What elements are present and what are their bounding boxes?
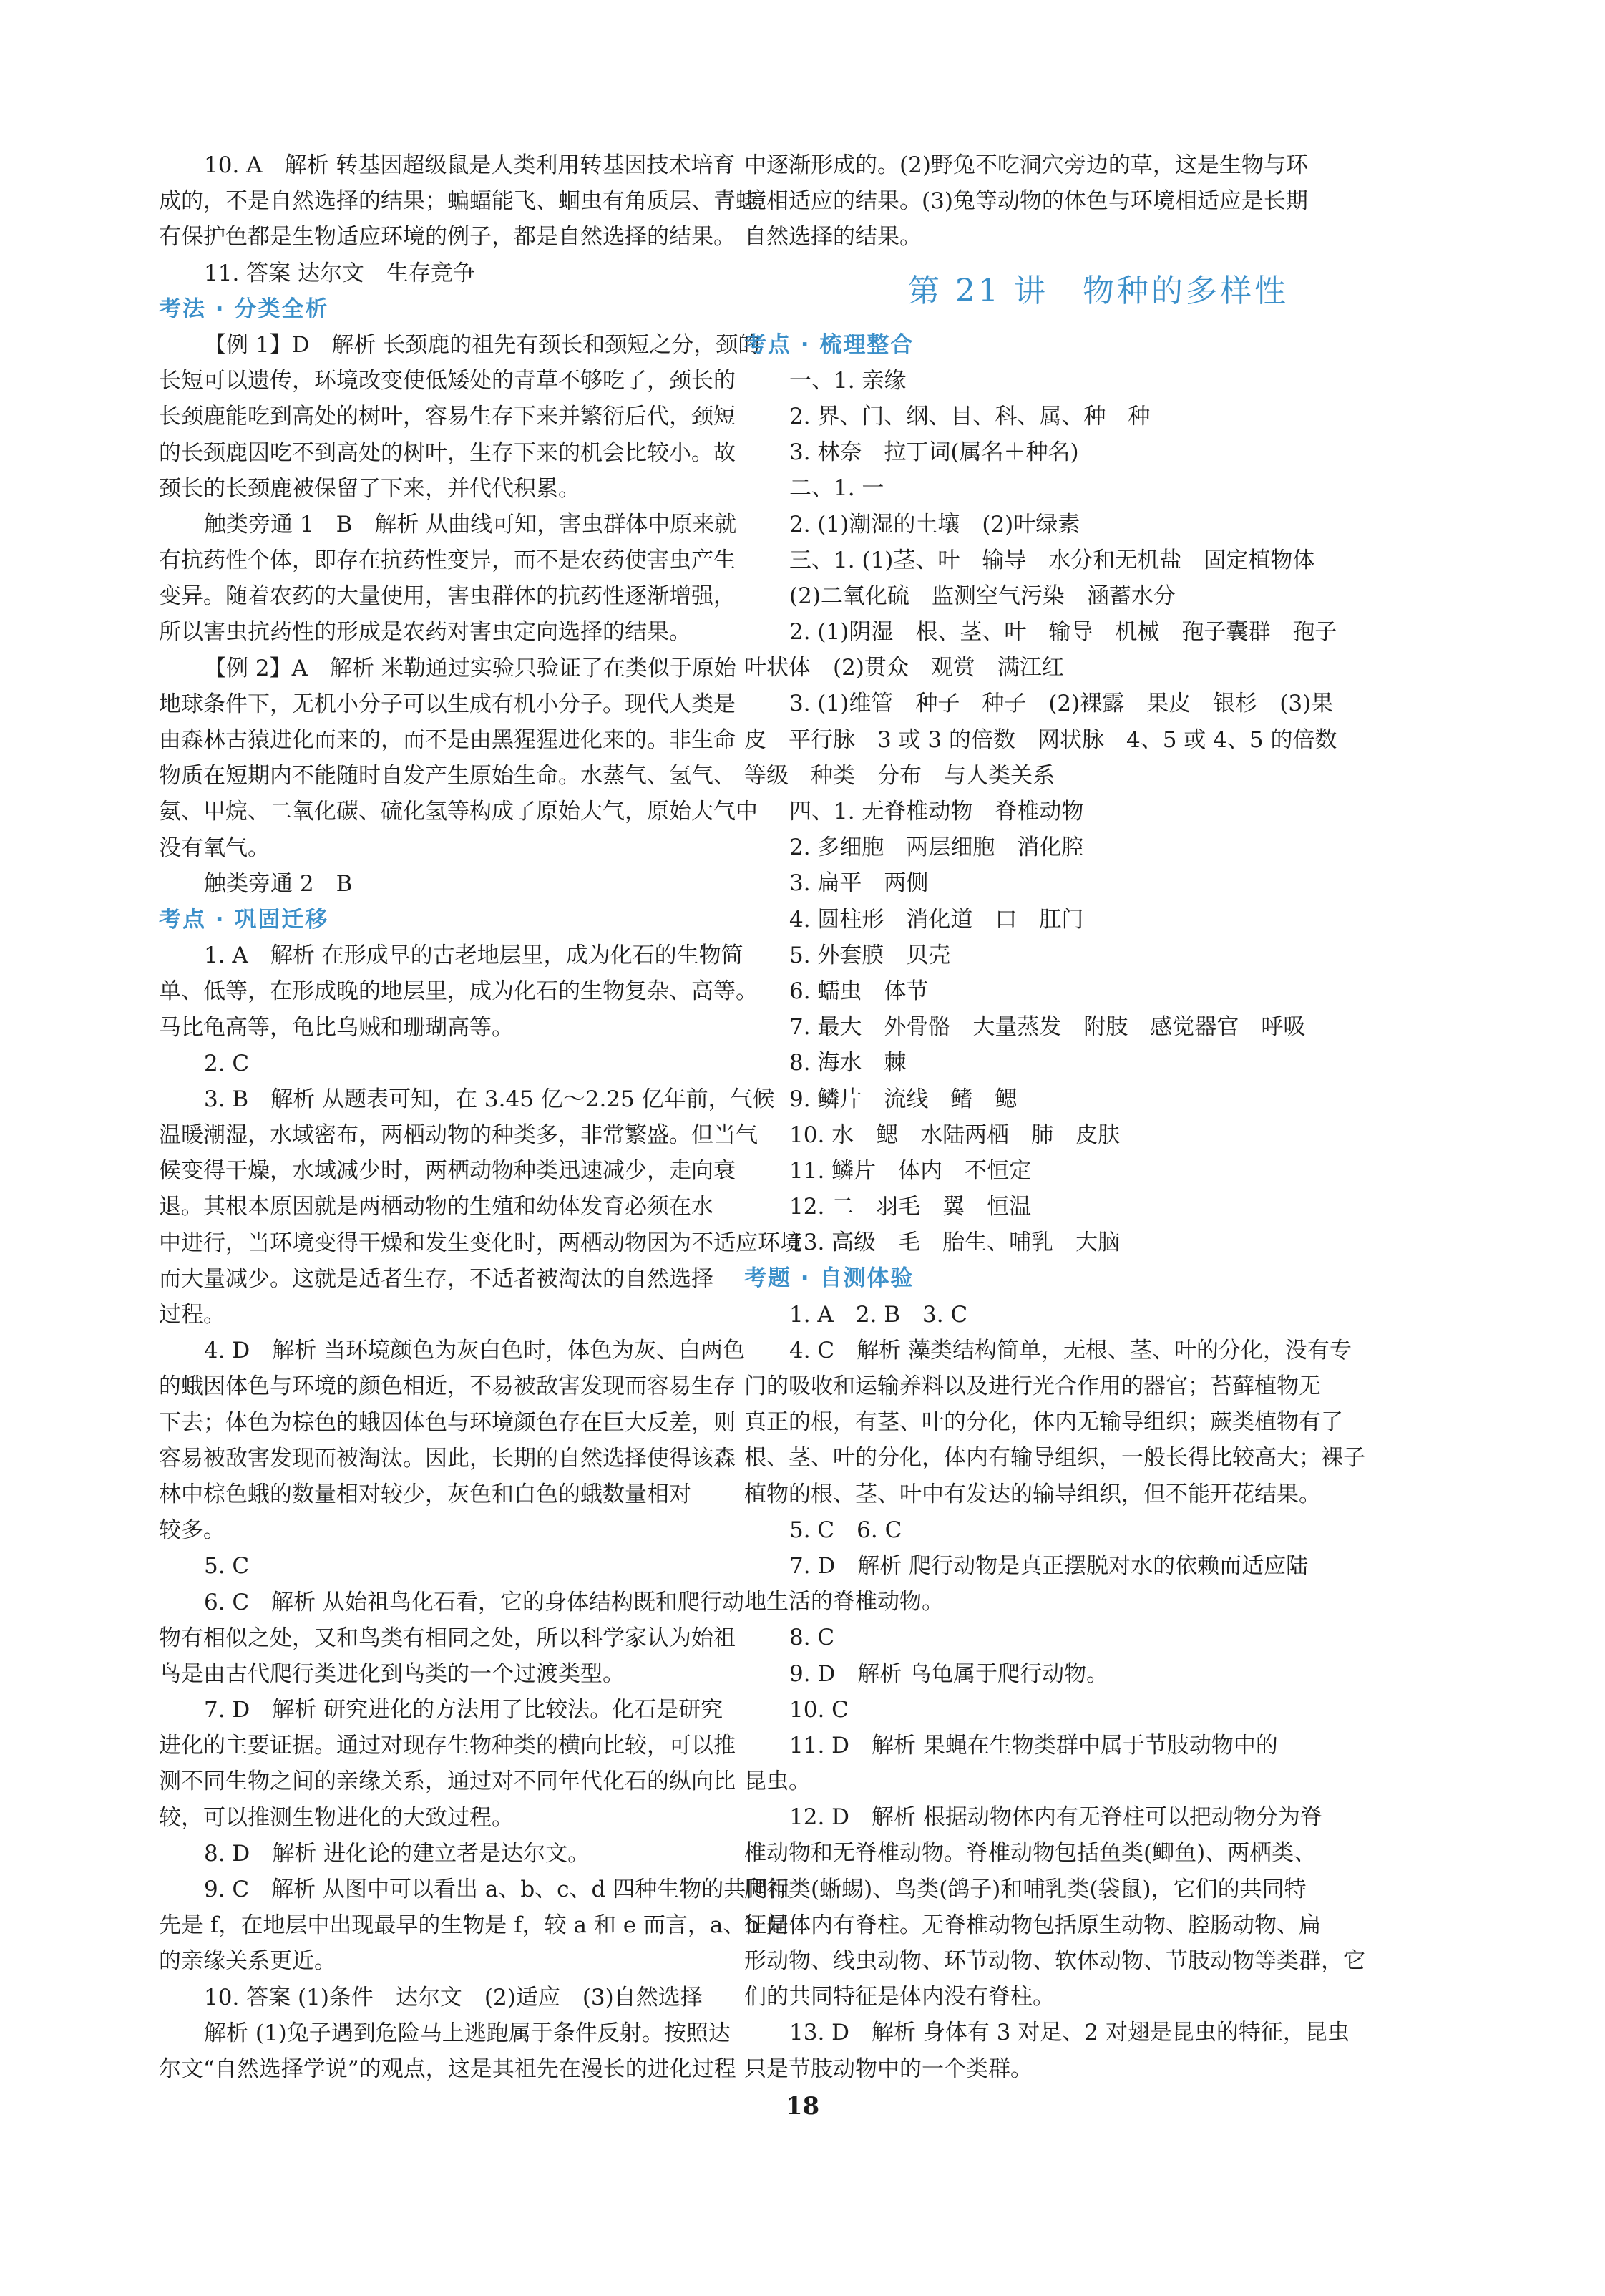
answer-line: 2. 多细胞 两层细胞 消化腔 [789,835,1084,861]
answer-line: 四、1. 无脊椎动物 脊椎动物 [789,799,1084,824]
answer-line-continued: 长短可以遗传，环境改变使低矮处的青草不够吃了，颈长的 [159,368,736,394]
answer-line: 3. 林奈 拉丁词(属名＋种名) [789,439,1079,466]
answer-line: 10. C [789,1696,849,1723]
answer-line-continued: 境相适应的结果。(3)兔等动物的体色与环境相适应是长期 [744,188,1308,215]
answer-line-continued: 的蛾因体色与环境的颜色相近，不易被敌害发现而容易生存 [159,1373,736,1400]
answer-line-continued: 较多。 [159,1517,225,1544]
answer-line-continued: 地球条件下，无机小分子可以生成有机小分子。现代人类是 [159,691,736,717]
answer-line: 10. 水 鳃 水陆两栖 肺 皮肤 [789,1122,1121,1148]
answer-line-continued: 下去；体色为棕色的蛾因体色与环境颜色存在巨大反差，则 [159,1409,736,1436]
answer-line: 4. 圆柱形 消化道 口 肛门 [789,906,1084,933]
answer-line: 13. 高级 毛 胎生、哺乳 大脑 [789,1230,1121,1256]
answer-line: 6. 蠕虫 体节 [789,978,929,1004]
answer-line-continued: 马比龟高等，龟比乌贼和珊瑚高等。 [159,1014,514,1041]
answer-line-continued: 没有氧气。 [159,835,270,861]
answer-line: 一、1. 亲缘 [789,367,907,394]
answer-line: 11. 鳞片 体内 不恒定 [789,1157,1032,1184]
answer-line-continued: 有保护色都是生物适应环境的例子，都是自然选择的结果。 [159,224,736,250]
answer-line-continued: 先是 f，在地层中出现最早的生物是 f，较 a 和 e 而言，a、b 间 [159,1912,789,1939]
section-heading: 考点 · 梳理整合 [744,331,914,358]
answer-line-continued: 尔文“自然选择学说”的观点，这是其祖先在漫长的进化过程 [159,2056,736,2082]
answer-line: 7. D 解析 爬行动物是真正摆脱对水的依赖而适应陆 [789,1552,1309,1579]
answer-line-continued: 单、低等，在形成晚的地层里，成为化石的生物复杂、高等。 [159,978,758,1005]
answer-line-continued: 较，可以推测生物进化的大致过程。 [159,1804,514,1831]
answer-line-continued: 容易被敌害发现而被淘汰。因此，长期的自然选择使得该森 [159,1445,736,1472]
answer-line-continued: 的亲缘关系更近。 [159,1948,336,1975]
answer-line-continued: 爬行类(蜥蜴)、鸟类(鸽子)和哺乳类(袋鼠)，它们的共同特 [744,1876,1307,1902]
answer-line: (2)二氧化硫 监测空气污染 涵蓄水分 [789,583,1176,609]
answer-line: 3. B 解析 从题表可知，在 3.45 亿～2.25 亿年前，气候 [204,1086,775,1112]
answer-line: 5. C [204,1553,250,1580]
answer-line: 7. 最大 外骨骼 大量蒸发 附肢 感觉器官 呼吸 [789,1014,1306,1041]
answer-line: 11. D 解析 果蝇在生物类群中属于节肢动物中的 [789,1732,1278,1759]
answer-line: 12. D 解析 根据动物体内有无脊柱可以把动物分为脊 [789,1804,1322,1831]
answer-line: 9. C 解析 从图中可以看出 a、b、c、d 四种生物的共同祖 [204,1877,791,1902]
page-number: 18 [785,2092,820,2121]
answer-line-continued: 测不同生物之间的亲缘关系，通过对不同年代化石的纵向比 [159,1769,736,1795]
answer-line-continued: 门的吸收和运输养料以及进行光合作用的器官；苔藓植物无 [744,1373,1321,1399]
answer-line-continued: 形动物、线虫动物、环节动物、软体动物、节肢动物等类群，它 [744,1948,1365,1974]
answer-line-continued: 变异。随着农药的大量使用，害虫群体的抗药性逐渐增强， [159,583,736,610]
answer-line: 三、1. (1)茎、叶 输导 水分和无机盐 固定植物体 [789,547,1315,573]
answer-line: 10. A 解析 转基因超级鼠是人类利用转基因技术培育 [204,152,736,178]
answer-line: 2. 界、门、纲、目、科、属、种 种 [789,403,1151,429]
answer-line: 8. C [789,1625,835,1651]
answer-line: 二、1. 一 [789,475,884,502]
answer-line-continued: 进化的主要证据。通过对现存生物种类的横向比较，可以推 [159,1733,736,1759]
answer-line: 9. D 解析 乌龟属于爬行动物。 [789,1660,1109,1687]
answer-line: 触类旁通 2 B [204,870,353,897]
answer-line: 5. 外套膜 贝壳 [789,942,951,968]
answer-line: 7. D 解析 研究进化的方法用了比较法。化石是研究 [204,1697,723,1723]
answer-line: 【例 2】A 解析 米勒通过实验只验证了在类似于原始 [204,655,736,681]
answer-line: 10. 答案 (1)条件 达尔文 (2)适应 (3)自然选择 [204,1984,703,2010]
answer-line-continued: 颈长的长颈鹿被保留了下来，并代代积累。 [159,475,580,502]
answer-line-continued: 物质在短期内不能随时自发产生原始生命。水蒸气、氢气、 [159,763,736,789]
answer-line-continued: 自然选择的结果。 [744,224,922,250]
answer-line-continued: 等级 种类 分布 与人类关系 [744,762,1055,789]
answer-line: 11. 答案 达尔文 生存竞争 [204,260,476,286]
answer-line-continued: 椎动物和无脊椎动物。脊椎动物包括鱼类(鲫鱼)、两栖类、 [744,1840,1317,1867]
answer-line: 1. A 2. B 3. C [789,1301,968,1328]
answer-line: 2. (1)阴湿 根、茎、叶 输导 机械 孢子囊群 孢子 [789,619,1337,646]
answer-line-continued: 由森林古猿进化而来的，而不是由黑猩猩进化来的。非生命 [159,727,736,753]
answer-line-continued: 候变得干燥，水域减少时，两栖动物种类迅速减少，走向衰 [159,1158,736,1185]
lesson-title: 第 21 讲 物种的多样性 [908,272,1289,309]
answer-line-continued: 温暖潮湿，水域密布，两栖动物的种类多，非常繁盛。但当气 [159,1122,758,1149]
answer-line: 3. (1)维管 种子 种子 (2)裸露 果皮 银杉 (3)果 [789,691,1334,717]
answer-line: 触类旁通 1 B 解析 从曲线可知，害虫群体中原来就 [204,511,737,537]
answer-line: 8. 海水 棘 [789,1050,907,1076]
answer-line-continued: 植物的根、茎、叶中有发达的输导组织，但不能开花结果。 [744,1481,1321,1507]
section-heading: 考题 · 自测体验 [744,1265,914,1292]
answer-line-continued: 氨、甲烷、二氧化碳、硫化氢等构成了原始大气，原始大气中 [159,799,758,825]
answer-line-continued: 昆虫。 [744,1769,811,1795]
answer-line-continued: 过程。 [159,1302,225,1328]
answer-line-continued: 而大量减少。这就是适者生存，不适者被淘汰的自然选择 [159,1265,713,1292]
answer-line: 4. C 解析 藻类结构简单，无根、茎、叶的分化，没有专 [789,1337,1352,1363]
answer-line-continued: 成的，不是自然选择的结果；蝙蝠能飞、蛔虫有角质层、青蛙 [159,188,758,215]
answer-line-continued: 长颈鹿能吃到高处的树叶，容易生存下来并繁衍后代，颈短 [159,404,736,430]
answer-line-continued: 中逐渐形成的。(2)野兔不吃洞穴旁边的草，这是生物与环 [744,152,1308,178]
answer-line-continued: 叶状体 (2)贯众 观赏 满江红 [744,655,1064,681]
answer-line: 3. 扁平 两侧 [789,870,929,897]
answer-line-continued: 的长颈鹿因吃不到高处的树叶，生存下来的机会比较小。故 [159,439,736,466]
answer-line: 8. D 解析 进化论的建立者是达尔文。 [204,1840,590,1867]
section-heading: 考点 · 巩固迁移 [159,906,329,933]
answer-line-continued: 退。其根本原因就是两栖动物的生殖和幼体发育必须在水 [159,1194,713,1220]
answer-line-continued: 皮 平行脉 3 或 3 的倍数 网状脉 4、5 或 4、5 的倍数 [744,726,1337,753]
answer-line: 1. A 解析 在形成早的古老地层里，成为化石的生物简 [204,943,743,969]
answer-line: 2. (1)潮湿的土壤 (2)叶绿素 [789,511,1080,537]
answer-line: 2. C [204,1050,250,1076]
answer-line-continued: 根、茎、叶的分化，体内有输导组织，一般长得比较高大；裸子 [744,1445,1365,1472]
answer-line-continued: 征是体内有脊柱。无脊椎动物包括原生动物、腔肠动物、扁 [744,1912,1321,1938]
answer-line: 9. 鳞片 流线 鳍 鳃 [789,1086,1018,1112]
answer-line-continued: 们的共同特征是体内没有脊柱。 [744,1984,1055,2010]
answer-line-continued: 只是节肢动物中的一个类群。 [744,2056,1033,2082]
answer-line-continued: 林中棕色蛾的数量相对较少，灰色和白色的蛾数量相对 [159,1481,691,1507]
section-heading: 考法 · 分类全析 [159,296,329,322]
answer-line-continued: 真正的根，有茎、叶的分化，体内无输导组织；蕨类植物有了 [744,1409,1343,1436]
answer-line-continued: 物有相似之处，又和鸟类有相同之处，所以科学家认为始祖 [159,1625,736,1651]
answer-line: 解析 (1)兔子遇到危险马上逃跑属于条件反射。按照达 [204,2020,731,2046]
answer-line: 【例 1】D 解析 长颈鹿的祖先有颈长和颈短之分，颈的 [204,331,761,358]
answer-line: 5. C 6. C [789,1517,902,1543]
answer-line: 4. D 解析 当环境颜色为灰白色时，体色为灰、白两色 [204,1338,746,1364]
answer-line: 12. 二 羽毛 翼 恒温 [789,1194,1032,1220]
answer-line-continued: 鸟是由古代爬行类进化到鸟类的一个过渡类型。 [159,1660,625,1687]
answer-line: 13. D 解析 身体有 3 对足、2 对翅是昆虫的特征，昆虫 [789,2020,1350,2046]
answer-line: 6. C 解析 从始祖鸟化石看，它的身体结构既和爬行动 [204,1589,745,1615]
answer-line-continued: 地生活的脊椎动物。 [744,1589,944,1615]
right-column [744,147,1453,2087]
answer-line-continued: 有抗药性个体，即存在抗药性变异，而不是农药使害虫产生 [159,548,736,574]
answer-line-continued: 所以害虫抗药性的形成是农药对害虫定向选择的结果。 [159,619,691,646]
answer-line-continued: 中进行，当环境变得干燥和发生变化时，两栖动物因为不适应环境 [159,1230,802,1256]
